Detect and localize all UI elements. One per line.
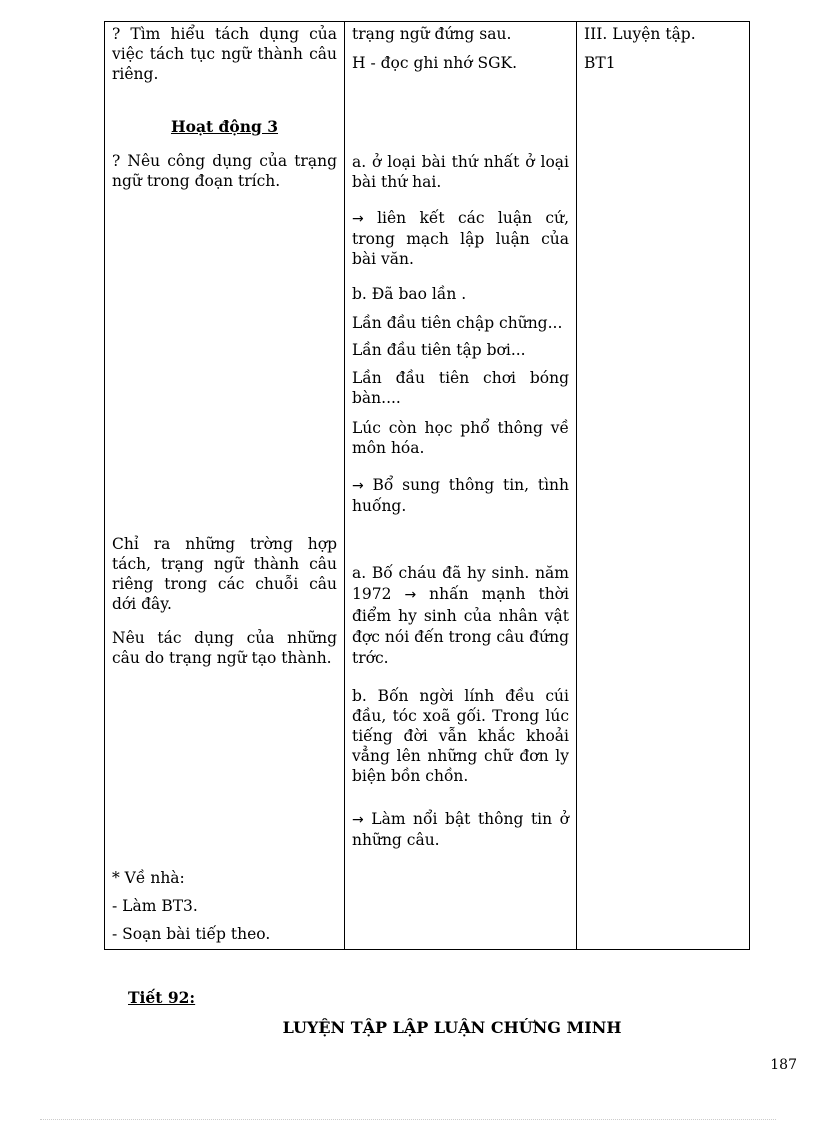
question-separate-proverb: ? Tìm hiểu tách dụng của việc tách tục ngữ thành câu riêng. (112, 25, 337, 83)
question-adverbial-use: ? Nêu công dụng của trạng ngữ trong đoạn trích. (112, 152, 337, 190)
activity-3-heading: Hoạt động 3 (170, 117, 279, 136)
content-answer-b: b. Đã bao lần . (352, 285, 467, 303)
arrow-right-icon: → (404, 587, 417, 603)
homework-item-1: - Làm BT3. (112, 897, 198, 915)
question-effect: Nêu tác dụng của những câu do trạng ngữ tạo thành. (112, 629, 337, 667)
content-example-a-text: a. Bố cháu đã hy sinh. năm 1972 (352, 564, 569, 603)
arrow-right-icon: → (352, 211, 364, 227)
content-first-swim: Lần đầu tiên tập bơi... (352, 341, 526, 359)
content-example-b: b. Bốn ngời lính đều cúi đầu, tóc xoã gối. Trong lúc tiếng đời vẫn khắc khoải vẳng lên những chữ đơn ly biện bồn chồn. (352, 687, 569, 785)
page-bottom-rule (40, 1119, 776, 1120)
content-read-note: H - đọc ghi nhớ SGK. (352, 54, 517, 72)
question-identify-cases: Chỉ ra những trờng hợp tách, trạng ngữ thành câu riêng trong các chuỗi câu dới đây. (112, 535, 337, 613)
content-link-arguments (352, 208, 569, 269)
content-adverbial-after: trạng ngữ đứng sau. (352, 25, 512, 43)
page-number: 187 (770, 1057, 797, 1073)
homework-title: * Về nhà: (112, 869, 185, 887)
lesson-table (104, 21, 750, 950)
content-supplement-info-text: Bổ sung thông tin, tình huống. (352, 476, 569, 515)
content-first-steps: Lần đầu tiên chập chững... (352, 314, 563, 332)
content-highlight-info-text: Làm nổi bật thông tin ở những câu. (352, 810, 569, 849)
content-supplement-info (352, 475, 569, 516)
lesson-number: Tiết 92: (128, 988, 196, 1007)
exercise-label: BT1 (584, 54, 616, 72)
arrow-right-icon: → (352, 478, 364, 494)
content-link-arguments-text: liên kết các luận cứ, trong mạch lập luận của bài văn. (352, 209, 569, 268)
homework-item-2: - Soạn bài tiếp theo. (112, 925, 271, 943)
content-answer-a: a. ở loại bài thứ nhất ở loại bài thứ hai. (352, 153, 569, 191)
content-highlight-info (352, 809, 569, 850)
content-chemistry: Lúc còn học phổ thông về môn hóa. (352, 419, 569, 457)
practice-section: III. Luyện tập. (584, 25, 696, 43)
lesson-title: LUYỆN TẬP LẬP LUẬN CHỨNG MINH (282, 1018, 622, 1037)
arrow-right-icon: → (352, 812, 364, 828)
notes-column (577, 22, 749, 949)
activity-column (105, 22, 345, 949)
content-example-a-effect: nhấn mạnh thời điểm hy sinh của nhân vật đợc nói đến trong câu đứng trớc. (352, 585, 569, 667)
content-example-a (352, 563, 569, 669)
content-column (345, 22, 577, 949)
content-first-table-tennis: Lần đầu tiên chơi bóng bàn.... (352, 369, 569, 407)
